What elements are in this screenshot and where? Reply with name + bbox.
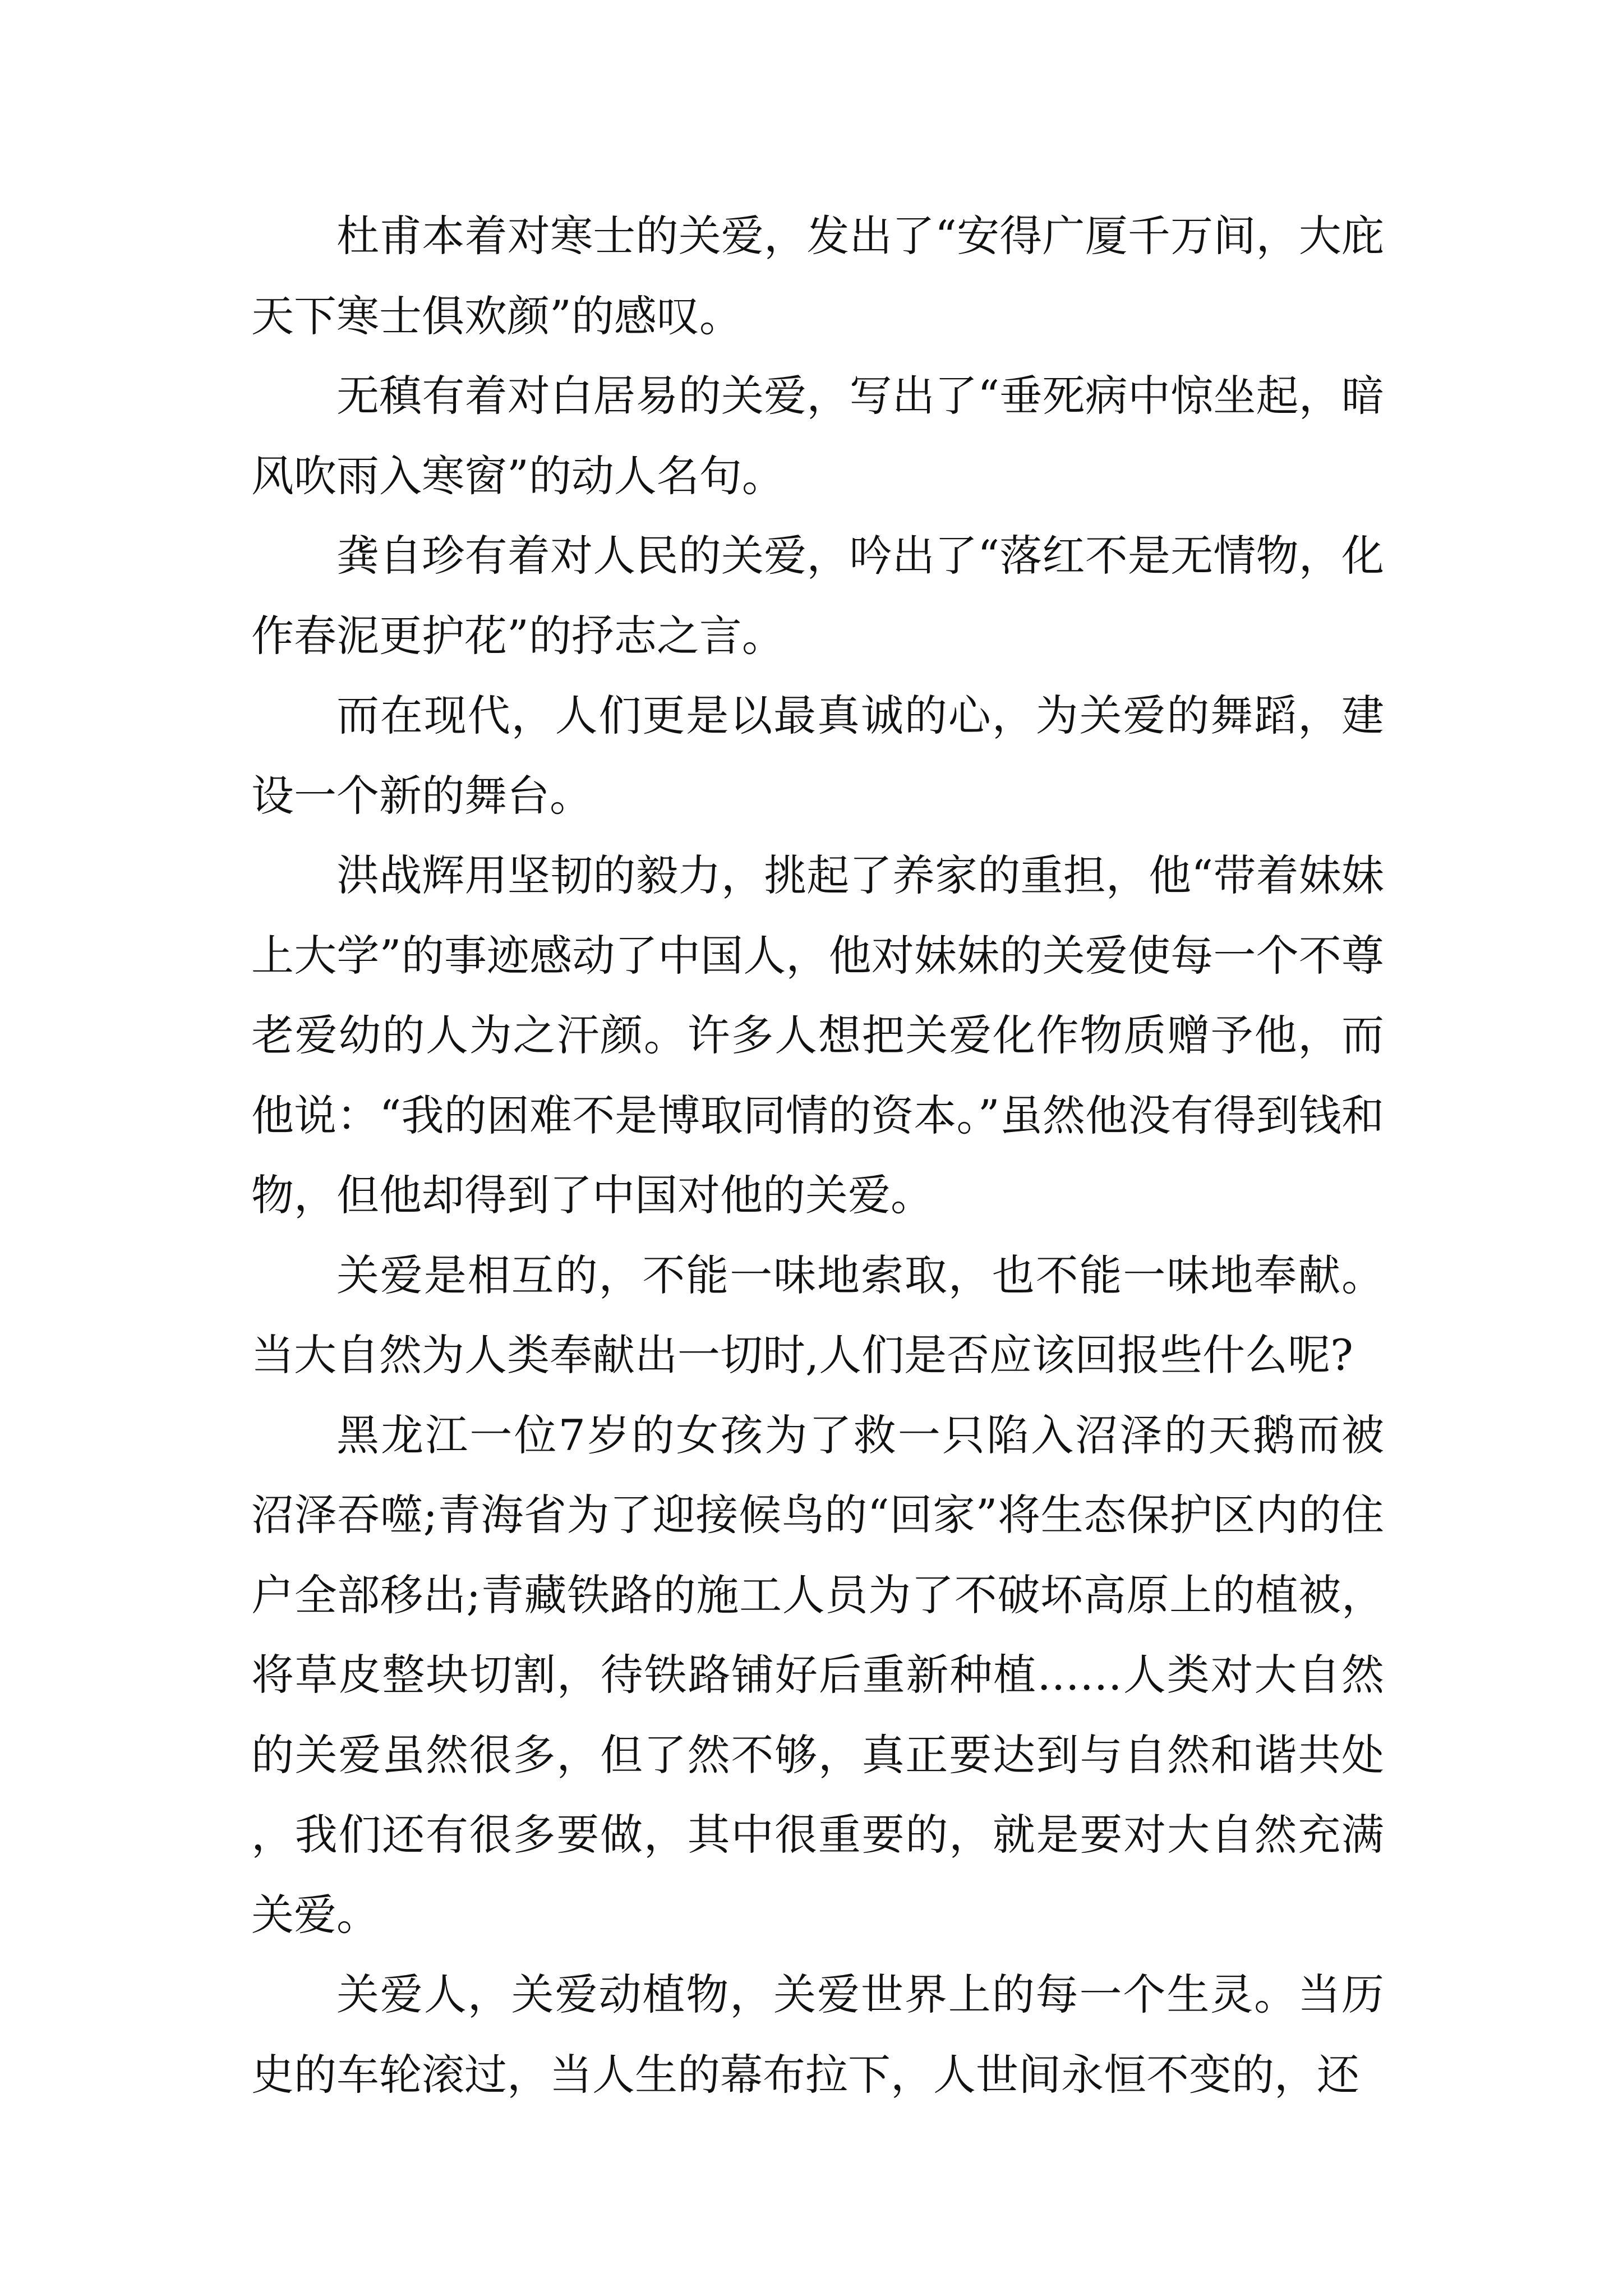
- paragraph-modern-times: 而在现代，人们更是以最真诚的心，为关爱的舞蹈，建设一个新的舞台。: [251, 691, 1384, 821]
- body-text: [251, 196, 1384, 2115]
- paragraph-conclusion: 关爱人，关爱动植物，关爱世界上的每一个生灵。当历史的车轮滚过，当人生的幕布拉下，人世间永恒不变的，还: [251, 1970, 1384, 2100]
- paragraph-du-fu: 杜甫本着对寒士的关爱，发出了“安得广厦千万间，大庇天下寒士俱欢颜”的感叹。: [251, 211, 1384, 341]
- paragraph-nature-examples: 黑龙江一位7岁的女孩为了救一只陷入沼泽的天鹅而被沼泽吞噬;青海省为了迎接候鸟的“回家”将生态保护区内的住户全部移出;青藏铁路的施工人员为了不破坏高原上的植被，将草皮整块切割，待铁路铺好后重新种植……人类对大自然的关爱虽然很多，但了然不够，真正要达到与自然和谐共处，我们还有很多要做，其中很重要的，就是要对大自然充满关爱。: [251, 1410, 1384, 1940]
- paragraph-mutual-care: 关爱是相互的，不能一味地索取，也不能一味地奉献。当大自然为人类奉献出一切时,人们是否应该回报些什么呢?: [251, 1250, 1384, 1380]
- paragraph-hong-zhanhui: 洪战辉用坚韧的毅力，挑起了养家的重担，他“带着妹妹上大学”的事迹感动了中国人，他对妹妹的关爱使每一个不尊老爱幼的人为之汗颜。许多人想把关爱化作物质赠予他，而他说：“我的困难不是博取同情的资本。”虽然他没有得到钱和物，但他却得到了中国对他的关爱。: [251, 850, 1384, 1220]
- paragraph-yuan-zhen: 无稹有着对白居易的关爱，写出了“垂死病中惊坐起，暗风吹雨入寒窗”的动人名句。: [251, 371, 1384, 501]
- paragraph-gong-zizhen: 龚自珍有着对人民的关爱，吟出了“落红不是无情物，化作春泥更护花”的抒志之言。: [251, 531, 1384, 661]
